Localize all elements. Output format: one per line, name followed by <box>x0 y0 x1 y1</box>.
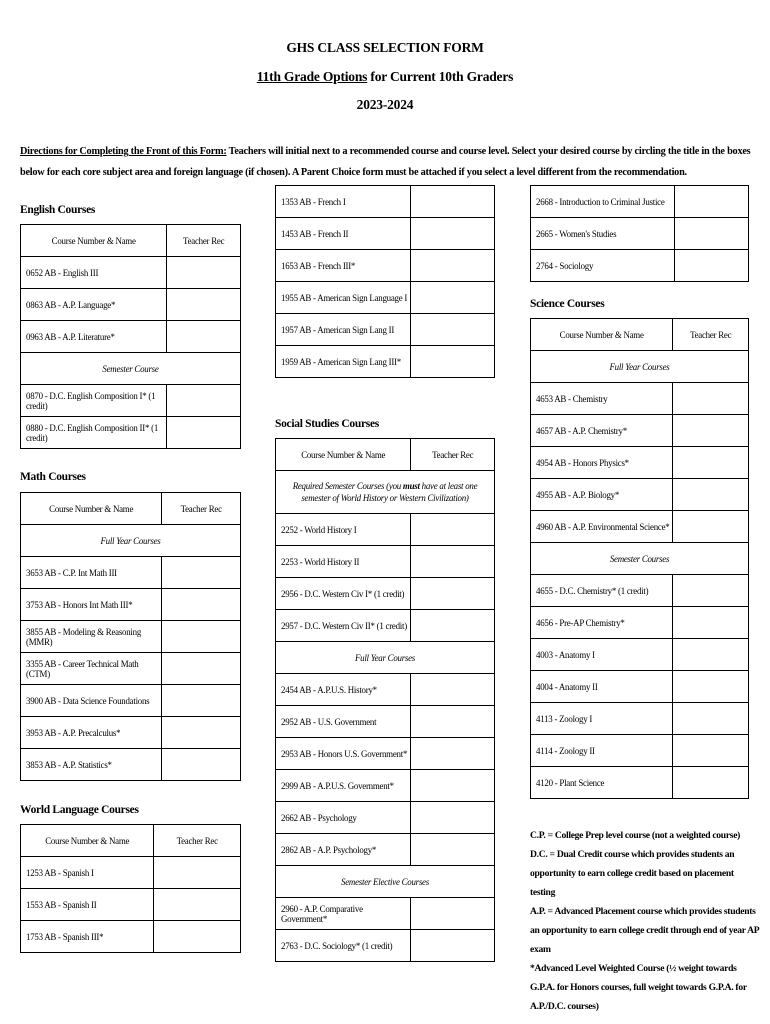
teacher-rec-cell[interactable] <box>167 417 241 449</box>
table-row[interactable] <box>21 857 241 889</box>
teacher-rec-cell[interactable] <box>675 218 749 250</box>
teacher-rec-cell[interactable] <box>162 557 241 589</box>
req-text-1: Required Semester Courses (you <box>292 481 403 491</box>
teacher-rec-cell[interactable] <box>411 706 495 738</box>
teacher-rec-cell[interactable] <box>411 186 495 218</box>
teacher-rec-cell[interactable] <box>673 671 749 703</box>
table-row[interactable] <box>531 415 749 447</box>
table-row[interactable] <box>21 257 241 289</box>
subsection-row <box>276 471 495 514</box>
teacher-rec-cell[interactable] <box>673 703 749 735</box>
table-row[interactable] <box>276 770 495 802</box>
subsection-label <box>276 471 495 514</box>
teacher-rec-cell[interactable] <box>673 383 749 415</box>
teacher-rec-cell[interactable] <box>673 415 749 447</box>
col-teacher-rec: Teacher Rec <box>673 319 749 351</box>
english-title: English Courses <box>20 204 96 216</box>
legend-weighted: *Advanced Level Weighted Course (½ weight towards G.P.A. for Honors courses, full weight towards G.P.A. for A.P./D.C. courses) <box>530 963 747 1012</box>
subsection-label: Semester Course <box>21 353 241 385</box>
table-row[interactable] <box>276 250 495 282</box>
teacher-rec-cell[interactable] <box>411 282 495 314</box>
world-language-table <box>20 824 241 953</box>
table-header <box>21 493 241 525</box>
col-course: Course Number & Name <box>276 439 411 471</box>
course-name[interactable]: 1753 AB - Spanish III* <box>21 921 154 953</box>
table-row[interactable] <box>21 921 241 953</box>
teacher-rec-cell[interactable] <box>411 802 495 834</box>
table-row[interactable] <box>276 314 495 346</box>
teacher-rec-cell[interactable] <box>411 834 495 866</box>
course-name[interactable]: 1353 AB - French I <box>276 186 411 218</box>
course-name[interactable]: 3953 AB - A.P. Precalculus* <box>21 717 162 749</box>
subsection-row <box>21 353 241 385</box>
teacher-rec-cell[interactable] <box>673 575 749 607</box>
table-row[interactable] <box>531 671 749 703</box>
form-title: GHS CLASS SELECTION FORM <box>286 40 484 55</box>
teacher-rec-cell[interactable] <box>167 385 241 417</box>
course-name[interactable]: 1453 AB - French II <box>276 218 411 250</box>
course-name[interactable]: 2957 - D.C. Western Civ II* (1 credit) <box>276 610 411 642</box>
course-name[interactable]: 3753 AB - Honors Int Math III* <box>21 589 162 621</box>
teacher-rec-cell[interactable] <box>411 674 495 706</box>
teacher-rec-cell[interactable] <box>167 321 241 353</box>
req-text-2: have at least one semester of World History or Western Civilization) <box>301 481 478 503</box>
course-name[interactable]: 1653 AB - French III* <box>276 250 411 282</box>
table-row[interactable] <box>21 889 241 921</box>
table-row[interactable] <box>21 717 241 749</box>
teacher-rec-cell[interactable] <box>162 621 241 653</box>
table-row[interactable] <box>531 218 749 250</box>
teacher-rec-cell[interactable] <box>162 653 241 685</box>
social-studies-table <box>275 438 495 962</box>
course-name[interactable]: 4120 - Plant Science <box>531 767 673 799</box>
teacher-rec-cell[interactable] <box>411 546 495 578</box>
subtitle-rest: for Current 10th Graders <box>367 69 514 84</box>
teacher-rec-cell[interactable] <box>411 738 495 770</box>
table-row[interactable] <box>531 250 749 282</box>
course-name[interactable]: 4003 - Anatomy I <box>531 639 673 671</box>
table-row[interactable] <box>531 703 749 735</box>
table-row[interactable] <box>21 685 241 717</box>
table-row[interactable] <box>276 578 495 610</box>
subsection-row <box>21 525 241 557</box>
course-name[interactable]: 4657 AB - A.P. Chemistry* <box>531 415 673 447</box>
table-row[interactable] <box>531 447 749 479</box>
course-name[interactable]: 0870 - D.C. English Composition I* (1 credit) <box>21 385 167 417</box>
course-name[interactable]: 4954 AB - Honors Physics* <box>531 447 673 479</box>
table-header <box>21 225 241 257</box>
subtitle-underlined: 11th Grade Options <box>256 69 368 84</box>
table-row[interactable] <box>531 735 749 767</box>
teacher-rec-cell[interactable] <box>673 639 749 671</box>
course-name[interactable]: 3853 AB - A.P. Statistics* <box>21 749 162 781</box>
teacher-rec-cell[interactable] <box>673 479 749 511</box>
course-name[interactable]: 2763 - D.C. Sociology* (1 credit) <box>276 930 411 962</box>
col-course: Course Number & Name <box>531 319 673 351</box>
teacher-rec-cell[interactable] <box>411 610 495 642</box>
table-row[interactable] <box>276 674 495 706</box>
course-name[interactable]: 3900 AB - Data Science Foundations <box>21 685 162 717</box>
teacher-rec-cell[interactable] <box>411 770 495 802</box>
course-name[interactable]: 4960 AB - A.P. Environmental Science* <box>531 511 673 543</box>
table-row[interactable] <box>276 610 495 642</box>
course-name[interactable]: 2252 - World History I <box>276 514 411 546</box>
table-row[interactable] <box>21 321 241 353</box>
school-year: 2023-2024 <box>356 97 414 112</box>
table-row[interactable] <box>531 639 749 671</box>
teacher-rec-cell[interactable] <box>675 186 749 218</box>
course-name[interactable]: 2253 - World History II <box>276 546 411 578</box>
subsection-row <box>531 351 749 383</box>
teacher-rec-cell[interactable] <box>167 257 241 289</box>
table-row[interactable] <box>276 738 495 770</box>
course-name[interactable]: 0963 AB - A.P. Literature* <box>21 321 167 353</box>
directions-text: Teachers will initial next to a recommended course and course level. Select your desired course by circling the title in the boxes below for each core subject area and foreign language (if chosen). A Parent Choice form must be attached if you select a level different from the recommendation. <box>20 146 751 178</box>
subsection-row <box>276 866 495 898</box>
teacher-rec-cell[interactable] <box>411 578 495 610</box>
table-row[interactable] <box>276 186 495 218</box>
teacher-rec-cell[interactable] <box>411 314 495 346</box>
table-header <box>531 319 749 351</box>
directions-label: Directions for Completing the Front of this Form: <box>20 146 227 157</box>
course-name[interactable]: 3653 AB - C.P. Int Math III <box>21 557 162 589</box>
course-name[interactable]: 4113 - Zoology I <box>531 703 673 735</box>
course-name[interactable]: 2956 - D.C. Western Civ I* (1 credit) <box>276 578 411 610</box>
abbreviation-legend <box>530 826 760 1016</box>
course-name[interactable]: 2662 AB - Psychology <box>276 802 411 834</box>
course-name[interactable]: 4655 - D.C. Chemistry* (1 credit) <box>531 575 673 607</box>
subsection-label: Semester Courses <box>531 543 749 575</box>
directions <box>20 141 755 183</box>
table-row[interactable] <box>276 706 495 738</box>
table-row[interactable] <box>531 607 749 639</box>
subsection-label: Semester Elective Courses <box>276 866 495 898</box>
table-row[interactable] <box>276 282 495 314</box>
course-name[interactable]: 4653 AB - Chemistry <box>531 383 673 415</box>
table-header <box>276 439 495 471</box>
math-table <box>20 492 241 781</box>
math-title: Math Courses <box>20 471 86 483</box>
teacher-rec-cell[interactable] <box>162 717 241 749</box>
teacher-rec-cell[interactable] <box>154 889 241 921</box>
teacher-rec-cell[interactable] <box>411 218 495 250</box>
table-row[interactable] <box>531 186 749 218</box>
teacher-rec-cell[interactable] <box>673 447 749 479</box>
subsection-label: Full Year Courses <box>276 642 495 674</box>
table-row[interactable] <box>276 898 495 930</box>
table-row[interactable] <box>21 385 241 417</box>
teacher-rec-cell[interactable] <box>411 898 495 930</box>
course-name[interactable]: 3855 AB - Modeling & Reasoning (MMR) <box>21 621 162 653</box>
table-row[interactable] <box>21 749 241 781</box>
col-teacher-rec: Teacher Rec <box>411 439 495 471</box>
course-name[interactable]: 1553 AB - Spanish II <box>21 889 154 921</box>
col-teacher-rec: Teacher Rec <box>154 825 241 857</box>
table-row[interactable] <box>21 653 241 685</box>
legend-dc: D.C. = Dual Credit course which provides students an opportunity to earn college credit based on placement testing <box>530 849 735 898</box>
course-name[interactable]: 4656 - Pre-AP Chemistry* <box>531 607 673 639</box>
teacher-rec-cell[interactable] <box>154 857 241 889</box>
course-name[interactable]: 2668 - Introduction to Criminal Justice <box>531 186 675 218</box>
table-row[interactable] <box>531 767 749 799</box>
teacher-rec-cell[interactable] <box>673 607 749 639</box>
course-name[interactable]: 0652 AB - English III <box>21 257 167 289</box>
social-studies-title: Social Studies Courses <box>275 418 379 430</box>
course-name[interactable]: 4955 AB - A.P. Biology* <box>531 479 673 511</box>
course-name[interactable]: 2953 AB - Honors U.S. Government* <box>276 738 411 770</box>
subsection-row <box>531 543 749 575</box>
table-row[interactable] <box>531 479 749 511</box>
form-subtitle <box>0 69 770 85</box>
english-table <box>20 224 241 449</box>
table-row[interactable] <box>276 802 495 834</box>
teacher-rec-cell[interactable] <box>673 767 749 799</box>
table-row[interactable] <box>276 546 495 578</box>
table-row[interactable] <box>276 930 495 962</box>
col-course: Course Number & Name <box>21 825 154 857</box>
teacher-rec-cell[interactable] <box>167 289 241 321</box>
col-course: Course Number & Name <box>21 225 167 257</box>
col-teacher-rec: Teacher Rec <box>167 225 241 257</box>
course-name[interactable]: 2952 AB - U.S. Government <box>276 706 411 738</box>
course-name[interactable]: 1253 AB - Spanish I <box>21 857 154 889</box>
course-name[interactable]: 2960 - A.P. Comparative Government* <box>276 898 411 930</box>
course-name[interactable]: 0880 - D.C. English Composition II* (1 credit) <box>21 417 167 449</box>
teacher-rec-cell[interactable] <box>411 514 495 546</box>
course-name[interactable]: 1955 AB - American Sign Language I <box>276 282 411 314</box>
table-header <box>21 825 241 857</box>
teacher-rec-cell[interactable] <box>675 250 749 282</box>
table-row[interactable] <box>21 589 241 621</box>
table-row[interactable] <box>21 621 241 653</box>
course-name[interactable]: 2454 AB - A.P.U.S. History* <box>276 674 411 706</box>
table-row[interactable] <box>21 557 241 589</box>
subsection-label: Full Year Courses <box>531 351 749 383</box>
table-row[interactable] <box>21 289 241 321</box>
subsection-label: Full Year Courses <box>21 525 241 557</box>
course-name[interactable]: 2665 - Women's Studies <box>531 218 675 250</box>
legend-ap: A.P. = Advanced Placement course which provides students an opportunity to earn college credit through end of year AP exam <box>530 906 759 955</box>
course-name[interactable]: 2862 AB - A.P. Psychology* <box>276 834 411 866</box>
table-row[interactable] <box>276 346 495 378</box>
course-name[interactable]: 0863 AB - A.P. Language* <box>21 289 167 321</box>
course-name[interactable]: 2764 - Sociology <box>531 250 675 282</box>
teacher-rec-cell[interactable] <box>673 511 749 543</box>
subsection-row <box>276 642 495 674</box>
legend-cp: C.P. = College Prep level course (not a weighted course) <box>530 830 741 841</box>
table-row[interactable] <box>276 514 495 546</box>
teacher-rec-cell[interactable] <box>154 921 241 953</box>
course-name[interactable]: 3355 AB - Career Technical Math (CTM) <box>21 653 162 685</box>
table-row[interactable] <box>21 417 241 449</box>
elective-table <box>530 185 749 282</box>
teacher-rec-cell[interactable] <box>411 930 495 962</box>
table-row[interactable] <box>531 575 749 607</box>
col-course: Course Number & Name <box>21 493 162 525</box>
teacher-rec-cell[interactable] <box>162 749 241 781</box>
course-name[interactable]: 4004 - Anatomy II <box>531 671 673 703</box>
teacher-rec-cell[interactable] <box>162 685 241 717</box>
course-name[interactable]: 2999 AB - A.P.U.S. Government* <box>276 770 411 802</box>
science-table <box>530 318 749 799</box>
course-name[interactable]: 1959 AB - American Sign Lang III* <box>276 346 411 378</box>
course-name[interactable]: 4114 - Zoology II <box>531 735 673 767</box>
col-teacher-rec: Teacher Rec <box>162 493 241 525</box>
course-name[interactable]: 1957 AB - American Sign Lang II <box>276 314 411 346</box>
french-asl-table <box>275 185 495 378</box>
table-row[interactable] <box>531 511 749 543</box>
table-row[interactable] <box>276 218 495 250</box>
teacher-rec-cell[interactable] <box>673 735 749 767</box>
req-must: must <box>402 481 420 491</box>
table-row[interactable] <box>531 383 749 415</box>
teacher-rec-cell[interactable] <box>411 250 495 282</box>
teacher-rec-cell[interactable] <box>411 346 495 378</box>
world-language-title: World Language Courses <box>20 804 139 816</box>
table-row[interactable] <box>276 834 495 866</box>
teacher-rec-cell[interactable] <box>162 589 241 621</box>
science-title: Science Courses <box>530 298 605 310</box>
